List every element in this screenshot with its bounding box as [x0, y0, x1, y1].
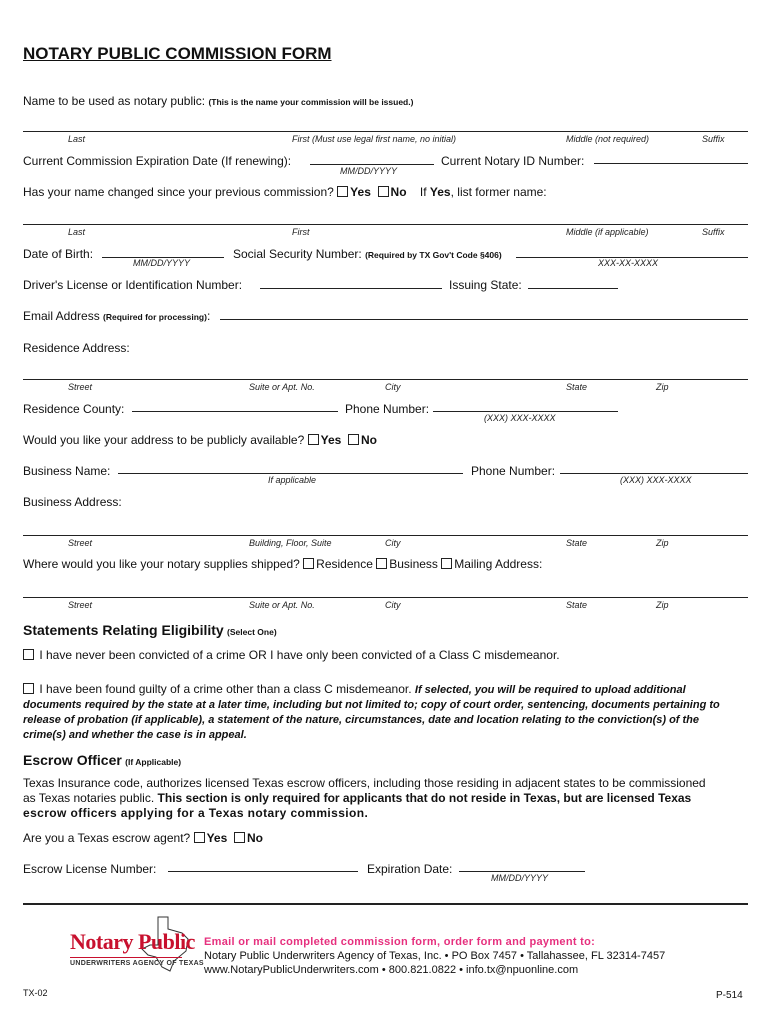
name-middle-caption: Middle (not required)	[566, 134, 650, 144]
business-phone-format: (XXX) XXX-XXXX	[620, 475, 692, 485]
ship-residence-checkbox[interactable]	[303, 558, 314, 569]
business-name-note: If applicable	[268, 475, 317, 485]
email-label-row	[23, 309, 210, 323]
residence-suite-caption: Suite or Apt. No.	[249, 382, 315, 392]
ship-business-label: Business	[389, 557, 438, 571]
name-field[interactable]	[23, 131, 748, 132]
ssn-label-row	[233, 247, 502, 261]
ship-mailing-checkbox[interactable]	[441, 558, 452, 569]
logo-rule	[70, 957, 182, 958]
footer-instruction: Email or mail completed commission form, order form and payment to:	[204, 936, 596, 948]
public-address-yes-label: Yes	[320, 433, 342, 447]
name-label-text: Name to be used as notary public:	[23, 94, 206, 108]
shipping-row	[23, 557, 542, 571]
phone-field[interactable]	[433, 411, 618, 412]
county-field[interactable]	[132, 411, 338, 412]
residence-city-caption: City	[385, 382, 401, 392]
residence-zip-caption: Zip	[656, 382, 669, 392]
phone-label: Phone Number:	[345, 402, 430, 416]
escrow-no-label: No	[246, 831, 263, 845]
escrow-exp-label: Expiration Date:	[367, 862, 453, 876]
license-label: Driver's License or Identification Number:	[23, 278, 243, 292]
escrow-heading	[23, 752, 181, 768]
business-phone-field[interactable]	[560, 473, 748, 474]
business-name-field[interactable]	[118, 473, 463, 474]
form-title: NOTARY PUBLIC COMMISSION FORM	[23, 44, 332, 63]
escrow-para-line-3: escrow officers applying for a Texas notary commission.	[23, 806, 369, 820]
name-note: (This is the name your commission will be issued.)	[208, 97, 414, 107]
name-suffix-caption: Suffix	[702, 134, 725, 144]
name-label	[23, 94, 413, 108]
former-name-field[interactable]	[23, 224, 748, 225]
ssn-format: XXX-XX-XXXX	[598, 258, 659, 268]
mailing-address-field[interactable]	[23, 597, 748, 598]
escrow-no-checkbox[interactable]	[234, 832, 245, 843]
escrow-agent-row	[23, 831, 263, 845]
former-suffix-caption: Suffix	[702, 227, 725, 237]
name-changed-no-checkbox[interactable]	[378, 186, 389, 197]
eligibility-heading	[23, 622, 277, 638]
mailing-zip-caption: Zip	[656, 600, 669, 610]
if-yes-bold: Yes	[429, 185, 451, 199]
eligibility-warning-1: If selected, you will be required to upload additional	[414, 684, 686, 696]
escrow-license-label: Escrow License Number:	[23, 862, 157, 876]
business-zip-caption: Zip	[656, 538, 669, 548]
logo-sub-text: UNDERWRITERS AGENCY OF TEXAS	[70, 960, 204, 967]
license-field[interactable]	[260, 288, 442, 289]
if-yes-post: , list former name:	[450, 185, 547, 199]
residence-state-caption: State	[566, 382, 588, 392]
residence-street-caption: Street	[68, 382, 93, 392]
dob-label: Date of Birth:	[23, 247, 94, 261]
eligibility-warning-4: crime(s) and whether the case is in appeal.	[23, 729, 247, 741]
former-last-caption: Last	[68, 227, 86, 237]
footer-contact: www.NotaryPublicUnderwriters.com • 800.821.0822 • info.tx@npuonline.com	[204, 964, 579, 976]
escrow-note: (If Applicable)	[125, 757, 182, 767]
former-first-caption: First	[292, 227, 310, 237]
public-address-yes-checkbox[interactable]	[308, 434, 319, 445]
expiration-format: MM/DD/YYYY	[340, 166, 398, 176]
eligibility-option-2-checkbox[interactable]	[23, 683, 34, 694]
footer-address: Notary Public Underwriters Agency of Texas, Inc. • PO Box 7457 • Tallahassee, FL 32314-7457	[204, 950, 666, 962]
business-suite-caption: Building, Floor, Suite	[249, 538, 332, 548]
business-address-label: Business Address:	[23, 495, 122, 509]
public-address-row	[23, 433, 377, 447]
name-changed-no-label: No	[390, 185, 407, 199]
expiration-field[interactable]	[310, 164, 434, 165]
ssn-label: Social Security Number:	[233, 247, 362, 261]
ssn-note: (Required by TX Gov't Code §406)	[365, 250, 502, 260]
notary-id-field[interactable]	[594, 163, 748, 164]
mailing-street-caption: Street	[68, 600, 93, 610]
county-label: Residence County:	[23, 402, 125, 416]
escrow-para-line-1: Texas Insurance code, authorizes licensed Texas escrow officers, including those residing in adjacent states to be commissioned	[23, 776, 706, 790]
eligibility-option-2	[23, 682, 748, 743]
name-changed-row	[23, 185, 547, 199]
issuing-state-field[interactable]	[528, 288, 618, 289]
escrow-yes-label: Yes	[206, 831, 228, 845]
dob-format: MM/DD/YYYY	[133, 258, 191, 268]
expiration-label: Current Commission Expiration Date (If renewing):	[23, 154, 292, 168]
business-street-caption: Street	[68, 538, 93, 548]
escrow-paragraph	[23, 776, 748, 821]
issuing-state-label: Issuing State:	[449, 278, 522, 292]
email-label: Email Address	[23, 309, 100, 323]
email-colon: :	[206, 309, 211, 323]
eligibility-option-1-checkbox[interactable]	[23, 649, 34, 660]
business-state-caption: State	[566, 538, 588, 548]
public-address-no-checkbox[interactable]	[348, 434, 359, 445]
form-code: TX-02	[23, 988, 48, 998]
name-changed-label: Has your name changed since your previous commission?	[23, 185, 334, 199]
escrow-heading-text: Escrow Officer	[23, 752, 122, 768]
logo-main-text: Notary Public	[70, 929, 195, 954]
residence-label: Residence Address:	[23, 341, 130, 355]
if-yes-pre: If	[419, 185, 430, 199]
escrow-exp-format: MM/DD/YYYY	[491, 873, 549, 883]
phone-format: (XXX) XXX-XXXX	[484, 413, 556, 423]
escrow-exp-field[interactable]	[459, 871, 585, 872]
name-last-caption: Last	[68, 134, 86, 144]
eligibility-option-2-text: I have been found guilty of a crime other than a class C misdemeanor.	[39, 682, 412, 696]
escrow-para-line-2-bold: This section is only required for applicants that do not reside in Texas, but are licensed Texas	[157, 791, 692, 805]
eligibility-warning-3: release of probation (if applicable), a statement of the nature, circumstances, date and location relating to the conviction(s) of the	[23, 714, 700, 726]
mailing-suite-caption: Suite or Apt. No.	[249, 600, 315, 610]
business-city-caption: City	[385, 538, 401, 548]
former-middle-caption: Middle (if applicable)	[566, 227, 649, 237]
public-address-no-label: No	[361, 433, 377, 447]
eligibility-option-1	[23, 648, 560, 662]
residence-field[interactable]	[23, 379, 748, 380]
email-field[interactable]	[220, 319, 748, 320]
footer-divider	[23, 903, 748, 905]
mailing-state-caption: State	[566, 600, 588, 610]
ship-business-checkbox[interactable]	[376, 558, 387, 569]
public-address-label: Would you like your address to be publicly available?	[23, 433, 305, 447]
escrow-para-line-2-plain: as Texas notaries public.	[23, 791, 155, 805]
ship-mailing-label: Mailing Address:	[454, 557, 543, 571]
page-code: P-514	[716, 990, 743, 1001]
eligibility-heading-text: Statements Relating Eligibility	[23, 622, 224, 638]
email-note: (Required for processing)	[103, 312, 207, 322]
notary-public-logo	[70, 915, 204, 975]
ship-residence-label: Residence	[316, 557, 373, 571]
eligibility-warning-2: documents required by the state at a later time, including but not limited to; copy of court order, sentencing, documents pertaining to	[23, 699, 720, 711]
eligibility-option-1-text: I have never been convicted of a crime OR I have only been convicted of a Class C misdemeanor.	[39, 648, 560, 662]
name-changed-yes-label: Yes	[350, 185, 371, 199]
escrow-agent-label: Are you a Texas escrow agent?	[23, 831, 191, 845]
notary-id-label: Current Notary ID Number:	[441, 154, 585, 168]
name-first-caption: First (Must use legal first name, no initial)	[292, 134, 457, 144]
escrow-yes-checkbox[interactable]	[194, 832, 205, 843]
business-address-field[interactable]	[23, 535, 748, 536]
escrow-license-field[interactable]	[168, 871, 358, 872]
business-phone-label: Phone Number:	[471, 464, 556, 478]
eligibility-note: (Select One)	[227, 627, 277, 637]
shipping-label: Where would you like your notary supplies shipped?	[23, 557, 300, 571]
mailing-city-caption: City	[385, 600, 401, 610]
name-changed-yes-checkbox[interactable]	[337, 186, 348, 197]
business-name-label: Business Name:	[23, 464, 111, 478]
